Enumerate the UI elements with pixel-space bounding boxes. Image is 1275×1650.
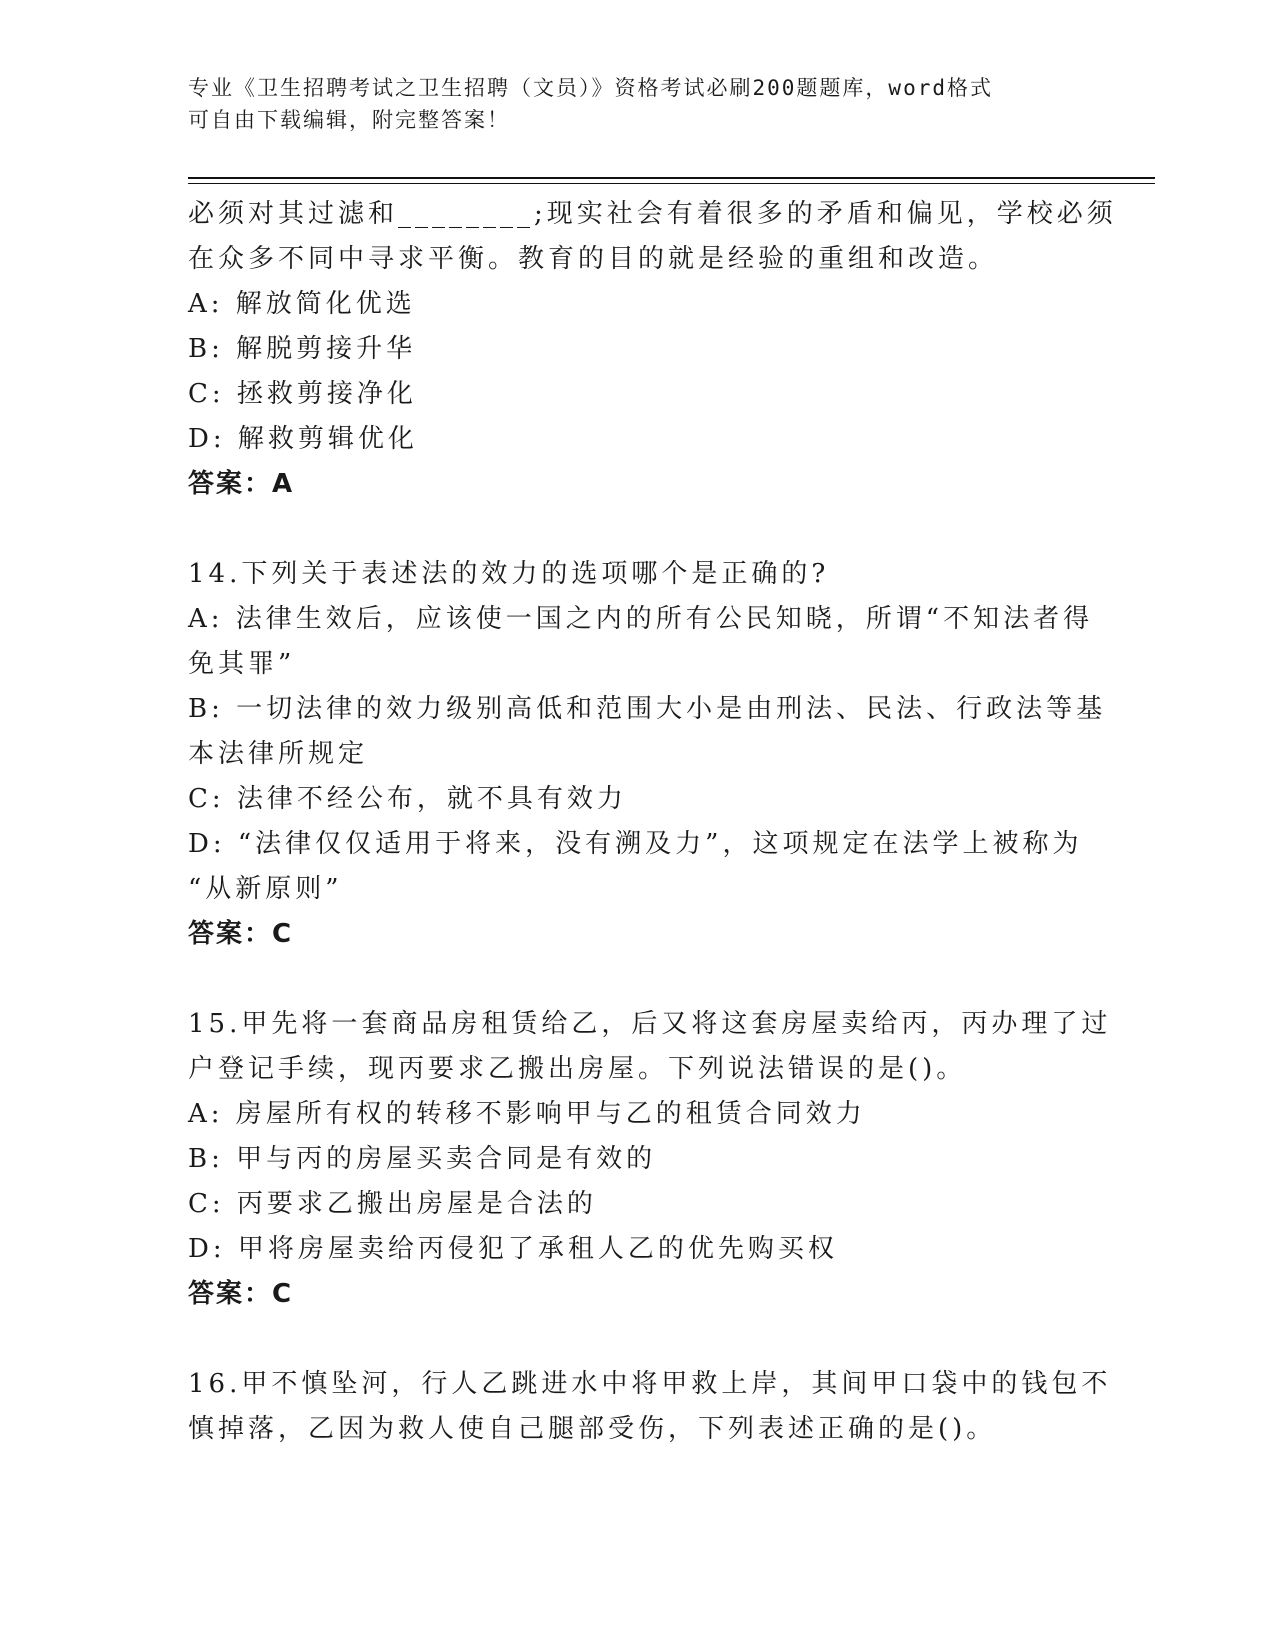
- question-13-option-c: C: 拯救剪接净化: [188, 379, 417, 409]
- question-13-option-b: B: 解脱剪接升华: [188, 334, 417, 364]
- question-15-option-b: B: 甲与丙的房屋买卖合同是有效的: [188, 1144, 657, 1174]
- question-16-stem-line-1: 16.甲不慎坠河，行人乙跳进水中将甲救上岸，其间甲口袋中的钱包不: [188, 1369, 1112, 1399]
- question-list: [188, 192, 1117, 1452]
- question-14-option-b-line-2: 本法律所规定: [188, 739, 369, 769]
- spacer: [188, 1317, 1088, 1362]
- question-13: [188, 192, 1117, 507]
- question-14-option-a-line-1: A: 法律生效后，应该使一国之内的所有公民知晓，所谓“不知法者得: [188, 604, 1094, 634]
- question-14-option-d-line-2: “从新原则”: [188, 874, 343, 904]
- question-15: [188, 1002, 1112, 1317]
- question-14-answer: 答案：C: [188, 919, 294, 949]
- question-14-option-b-line-1: B: 一切法律的效力级别高低和范围大小是由刑法、民法、行政法等基: [188, 694, 1107, 724]
- question-15-stem-line-1: 15.甲先将一套商品房租赁给乙，后又将这套房屋卖给丙，丙办理了过: [188, 1009, 1112, 1039]
- question-14-option-c: C: 法律不经公布，就不具有效力: [188, 784, 627, 814]
- question-13-stem-line-2: 在众多不同中寻求平衡。教育的目的就是经验的重组和改造。: [188, 244, 999, 274]
- question-15-option-a: A: 房屋所有权的转移不影响甲与乙的租赁合同效力: [188, 1099, 866, 1129]
- question-14-option-a-line-2: 免其罪”: [188, 649, 296, 679]
- question-15-option-c: C: 丙要求乙搬出房屋是合法的: [188, 1189, 597, 1219]
- question-15-option-d: D: 甲将房屋卖给丙侵犯了承租人乙的优先购买权: [188, 1234, 838, 1264]
- question-16-stem-line-2: 慎掉落，乙因为救人使自己腿部受伤，下列表述正确的是()。: [188, 1414, 997, 1444]
- spacer: [188, 957, 1088, 1002]
- question-14-stem: 14.下列关于表述法的效力的选项哪个是正确的?: [188, 559, 830, 589]
- question-15-answer: 答案：C: [188, 1279, 294, 1309]
- spacer: [188, 507, 1088, 552]
- header-rule-thick: [188, 177, 1155, 179]
- question-13-answer: 答案：A: [188, 469, 295, 499]
- question-13-option-d: D: 解救剪辑优化: [188, 424, 418, 454]
- document-header: [188, 72, 1068, 136]
- header-line-2: 可自由下载编辑，附完整答案！: [188, 108, 510, 132]
- question-13-stem-line-1: 必须对其过滤和________;现实社会有着很多的矛盾和偏见，学校必须: [188, 199, 1117, 229]
- question-16: [188, 1362, 1112, 1452]
- header-rule-thin: [188, 183, 1155, 184]
- question-14: [188, 552, 1107, 957]
- question-13-option-a: A: 解放简化优选: [188, 289, 416, 319]
- question-15-stem-line-2: 户登记手续，现丙要求乙搬出房屋。下列说法错误的是()。: [188, 1054, 967, 1084]
- question-14-option-d-line-1: D: “法律仅仅适用于将来，没有溯及力”，这项规定在法学上被称为: [188, 829, 1083, 859]
- header-line-1: 专业《卫生招聘考试之卫生招聘（文员）》资格考试必刷200题题库，word格式: [188, 76, 993, 100]
